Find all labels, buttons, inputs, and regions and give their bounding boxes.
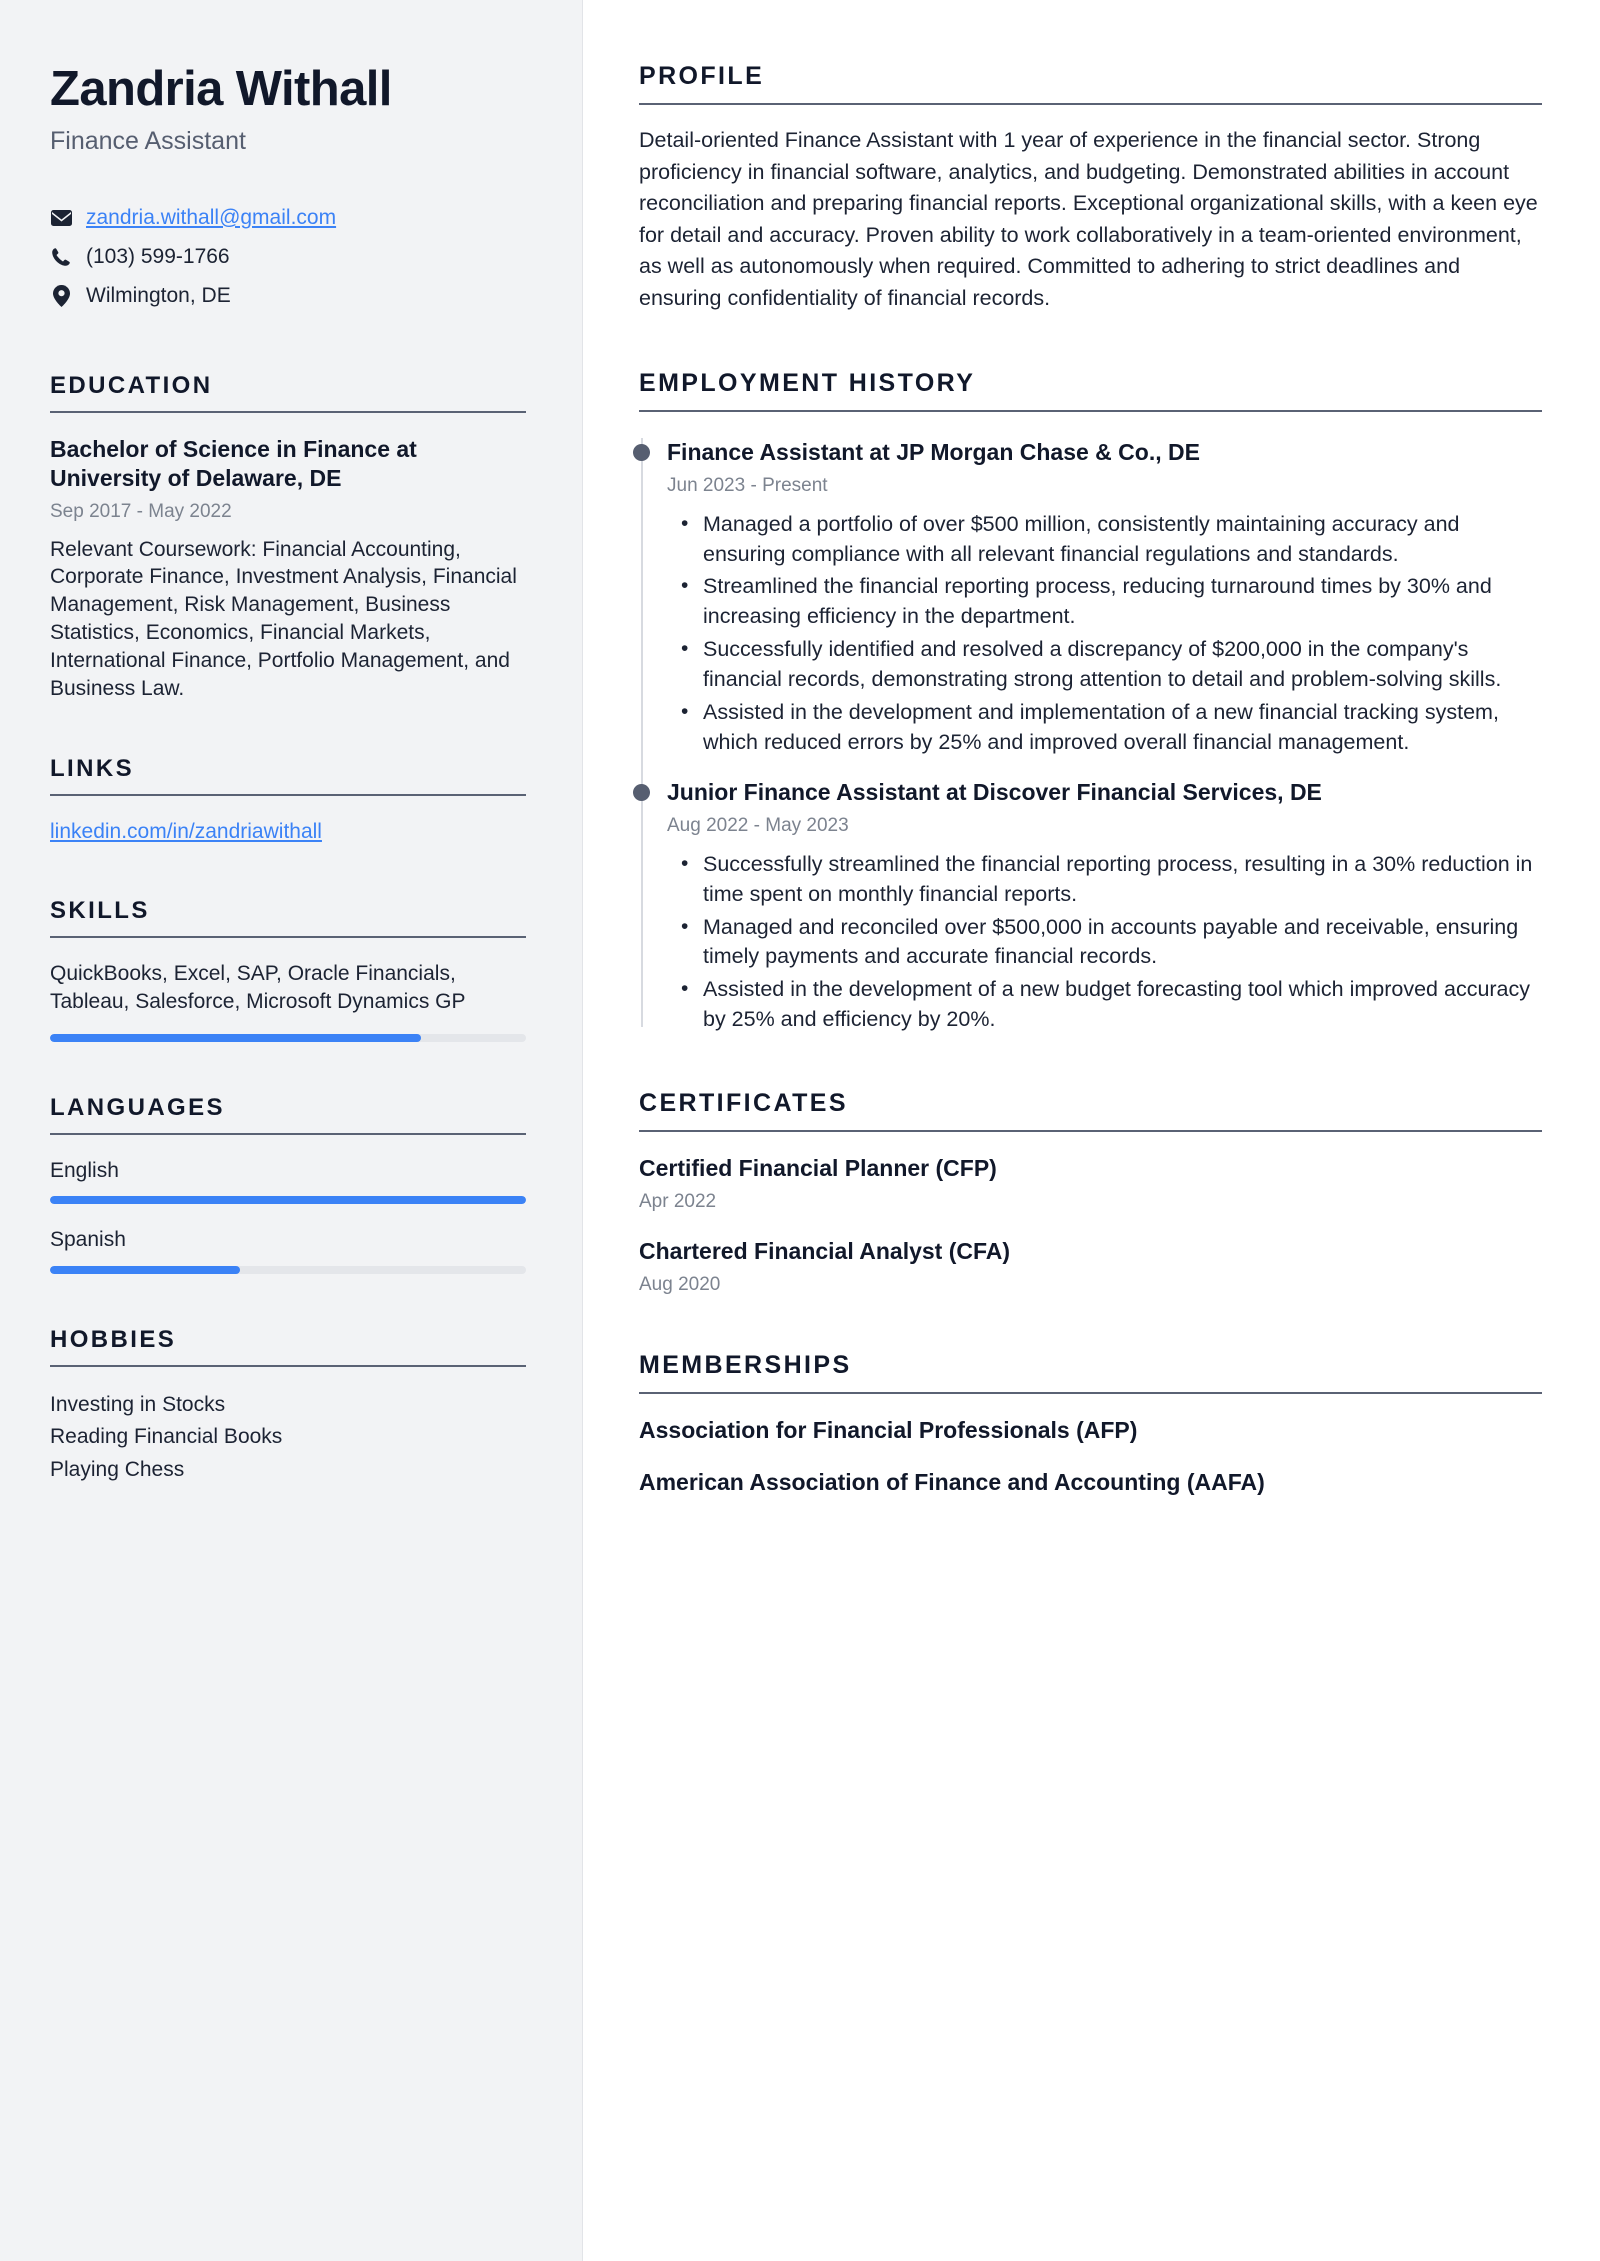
profile-heading: PROFILE [639,62,765,90]
education-date: Sep 2017 - May 2022 [50,500,232,522]
employment-bullet: • Successfully streamlined the financial reporting process, resulting in a 30% reduction in time spent on monthly financial reports. [703,850,1542,910]
candidate-job-title: Finance Assistant [50,126,246,155]
employment-date: Aug 2022 - May 2023 [667,815,849,837]
phone-icon [50,247,72,267]
contact-location-row [50,282,526,310]
sidebar [0,0,583,2261]
certificate-name: Chartered Financial Analyst (CFA) [639,1237,1011,1264]
language-level-fill [50,1196,526,1204]
language-name: English [50,1159,119,1183]
email-link[interactable]: zandria.withall@gmail.com [86,205,337,229]
skills-heading: SKILLS [50,897,150,925]
employment-bullet: • Managed and reconciled over $500,000 in accounts payable and receivable, ensuring timely payments and accurate financial records. [703,913,1542,973]
education-description: Relevant Coursework: Financial Accounting, Corporate Finance, Investment Analysis, Financial Management, Risk Management, Business Statistics, Economics, Financial Markets, International Finance, Portfolio Management, and Business Law. [50,537,517,701]
contact-email-row[interactable] [50,204,526,232]
language-name: Spanish [50,1228,126,1252]
profile-body [639,105,1542,315]
location-value: Wilmington, DE [86,283,231,307]
section-links [50,755,526,845]
timeline-line [641,438,643,1028]
skills-level-fill [50,1034,421,1042]
employment-bullets [667,510,1542,758]
hobby-item: Reading Financial Books [50,1425,283,1449]
employment-bullet: • Assisted in the development and implementation of a new financial tracking system, which reduced errors by 25% and improved overall financial management. [703,698,1542,758]
employment-timeline [639,412,1542,1036]
employment-bullets [667,850,1542,1035]
section-profile [639,62,1542,315]
language-level-track [50,1266,526,1274]
employment-heading: EMPLOYMENT HISTORY [639,368,976,397]
profile-text: Detail-oriented Finance Assistant with 1 year of experience in the financial sector. Strong proficiency in financial software, analytics, and budgeting. Demonstrated abilities in account reconciliation and preparing financial reports. Exceptional organizational skills, with a keen eye for detail and accuracy. Proven ability to work collaboratively in a team-oriented environment, as well as autonomously when required. Committed to adhering to strict deadlines and ensuring confidentiality of financial records. [639,128,1538,310]
language-item [50,1157,526,1204]
certificate-name: Certified Financial Planner (CFP) [639,1155,997,1182]
linkedin-link[interactable]: linkedin.com/in/zandriawithall [50,820,322,844]
links-heading: LINKS [50,755,134,783]
contact-phone-row [50,243,526,271]
education-heading: EDUCATION [50,371,213,399]
hobbies-body [50,1367,526,1487]
employment-bullet: • Streamlined the financial reporting process, reducing turnaround times by 30% and increasing efficiency in the department. [703,572,1542,632]
employment-title: Finance Assistant at JP Morgan Chase & Co., DE [667,438,1200,465]
certificate-item [639,1154,1542,1215]
certificates-body [639,1132,1542,1297]
section-memberships [639,1351,1542,1498]
hobbies-heading: HOBBIES [50,1325,177,1353]
section-certificates [639,1089,1542,1297]
skills-body [50,938,526,1042]
location-pin-icon [50,285,72,307]
education-degree: Bachelor of Science in Finance at University of Delaware, DE [50,435,417,491]
membership-item: American Association of Finance and Accounting (AAFA) [639,1469,1265,1496]
membership-item: Association for Financial Professionals (AFP) [639,1417,1138,1444]
memberships-heading: MEMBERSHIPS [639,1351,852,1380]
employment-title: Junior Finance Assistant at Discover Financial Services, DE [667,778,1322,805]
section-employment-history [639,369,1542,1036]
employment-bullet: • Managed a portfolio of over $500 million, consistently maintaining accuracy and ensuring compliance with all relevant financial regulations and standards. [703,510,1542,570]
hobby-item: Investing in Stocks [50,1392,226,1416]
hobby-item: Playing Chess [50,1457,185,1481]
language-item [50,1226,526,1273]
employment-entry [667,778,1542,1035]
skills-level-track [50,1034,526,1042]
main-content [583,0,1600,2261]
links-body [50,796,526,845]
employment-bullet: • Successfully identified and resolved a discrepancy of $200,000 in the company's financial records, demonstrating strong attention to detail and problem-solving skills. [703,635,1542,695]
section-hobbies [50,1326,526,1487]
education-body [50,413,526,703]
section-skills [50,897,526,1042]
languages-heading: LANGUAGES [50,1094,225,1122]
contact-list [50,204,526,310]
employment-bullet: • Assisted in the development of a new budget forecasting tool which improved accuracy by 25% and efficiency by 20%. [703,975,1542,1035]
candidate-name: Zandria Withall [50,62,392,116]
resume-header [50,62,526,156]
certificate-date: Apr 2022 [639,1190,717,1212]
language-level-track [50,1196,526,1204]
language-level-fill [50,1266,240,1274]
section-education [50,372,526,703]
languages-body [50,1135,526,1274]
employment-entry [667,438,1542,758]
envelope-icon [50,210,72,226]
phone-value: (103) 599-1766 [86,244,230,268]
skills-list: QuickBooks, Excel, SAP, Oracle Financials, Tableau, Salesforce, Microsoft Dynamics GP [50,962,466,1014]
certificate-date: Aug 2020 [639,1273,721,1295]
certificates-heading: CERTIFICATES [639,1089,848,1118]
timeline-dot-icon [633,784,650,801]
certificate-item [639,1237,1542,1298]
employment-date: Jun 2023 - Present [667,475,828,496]
section-languages [50,1094,526,1274]
timeline-dot-icon [633,444,650,461]
education-entry [50,435,526,703]
memberships-body [639,1394,1542,1498]
